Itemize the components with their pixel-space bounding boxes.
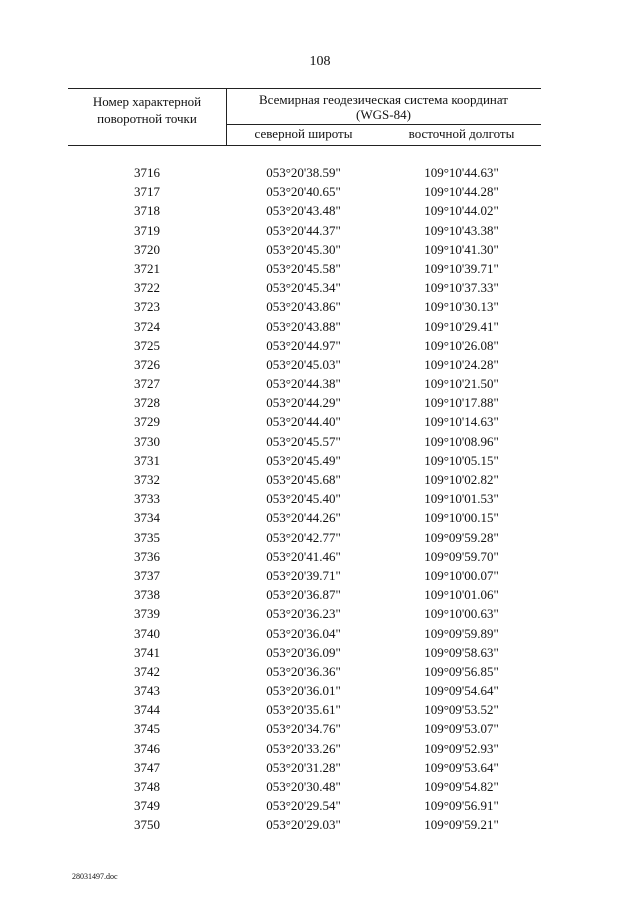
table-row — [68, 719, 541, 738]
point-number-cell: 3729 — [134, 414, 160, 430]
table-row — [68, 777, 541, 796]
latitude-cell: 053°20'45.30" — [266, 241, 341, 257]
point-number-cell: 3738 — [134, 587, 160, 603]
table-row — [68, 432, 541, 451]
point-number-cell: 3733 — [134, 491, 160, 507]
table-row — [68, 662, 541, 681]
point-number-cell: 3718 — [134, 203, 160, 219]
point-number-cell: 3743 — [134, 683, 160, 699]
longitude-cell: 109°09'53.52" — [424, 702, 499, 718]
point-number-cell: 3716 — [134, 165, 160, 180]
longitude-cell: 109°10'26.08" — [424, 337, 499, 353]
latitude-cell: 053°20'44.38" — [266, 376, 341, 392]
latitude-cell: 053°20'36.04" — [266, 625, 341, 641]
table-row — [68, 470, 541, 489]
table-row — [68, 393, 541, 412]
latitude-cell: 053°20'41.46" — [266, 548, 341, 564]
table-row — [68, 604, 541, 623]
point-number-cell: 3749 — [134, 798, 160, 814]
latitude-column-header: северной широты — [254, 126, 353, 141]
latitude-cell: 053°20'43.48" — [266, 203, 341, 219]
point-number-cell: 3745 — [134, 721, 160, 737]
latitude-cell: 053°20'36.23" — [266, 606, 341, 622]
longitude-cell: 109°10'00.15" — [424, 510, 499, 526]
table-row — [68, 374, 541, 393]
latitude-cell: 053°20'29.03" — [266, 817, 341, 833]
table-row — [68, 259, 541, 278]
table-row — [68, 700, 541, 719]
latitude-cell: 053°20'38.59" — [266, 165, 341, 180]
latitude-cell: 053°20'44.40" — [266, 414, 341, 430]
point-number-header-line1: Номер характерной — [92, 94, 202, 109]
table-row — [68, 624, 541, 643]
coordinate-system-header — [226, 92, 541, 122]
point-number-cell: 3736 — [134, 548, 160, 564]
table-row — [68, 278, 541, 297]
table-row — [68, 182, 541, 201]
longitude-cell: 109°09'59.28" — [424, 529, 499, 545]
point-number-cell: 3723 — [134, 299, 160, 315]
longitude-cell: 109°10'00.07" — [424, 567, 499, 583]
point-number-cell: 3726 — [134, 356, 160, 372]
latitude-cell: 053°20'44.37" — [266, 222, 341, 238]
point-number-cell: 3740 — [134, 625, 160, 641]
table-row — [68, 336, 541, 355]
point-number-cell: 3719 — [134, 222, 160, 238]
latitude-cell: 053°20'42.77" — [266, 529, 341, 545]
longitude-cell: 109°10'14.63" — [424, 414, 499, 430]
latitude-cell: 053°20'45.49" — [266, 452, 341, 468]
page-number: 108 — [309, 54, 331, 69]
longitude-cell: 109°10'21.50" — [424, 376, 499, 392]
point-number-cell: 3727 — [134, 376, 160, 392]
longitude-cell: 109°10'44.02" — [424, 203, 499, 219]
latitude-cell: 053°20'33.26" — [266, 740, 341, 756]
longitude-cell: 109°10'08.96" — [424, 433, 499, 449]
latitude-cell: 053°20'36.09" — [266, 644, 341, 660]
latitude-cell: 053°20'45.40" — [266, 491, 341, 507]
coordinates-table-body — [68, 163, 541, 835]
longitude-cell: 109°09'59.70" — [424, 548, 499, 564]
latitude-cell: 053°20'44.29" — [266, 395, 341, 411]
table-row — [68, 221, 541, 240]
longitude-cell: 109°10'30.13" — [424, 299, 499, 315]
latitude-cell: 053°20'30.48" — [266, 779, 341, 794]
point-number-cell: 3721 — [134, 260, 160, 276]
table-row — [68, 201, 541, 220]
longitude-cell: 109°09'58.63" — [424, 644, 499, 660]
latitude-cell: 053°20'43.88" — [266, 318, 341, 334]
point-number-cell: 3722 — [134, 280, 160, 296]
table-row — [68, 547, 541, 566]
point-number-cell: 3717 — [134, 184, 160, 200]
longitude-cell: 109°10'44.28" — [424, 184, 499, 200]
table-row — [68, 355, 541, 374]
point-number-cell: 3730 — [134, 433, 160, 449]
point-number-cell: 3731 — [134, 452, 160, 468]
table-row — [68, 451, 541, 470]
table-row — [68, 528, 541, 547]
coordinate-system-header-line1: Всемирная геодезическая система координат — [259, 92, 508, 107]
longitude-cell: 109°10'37.33" — [424, 280, 499, 296]
latitude-cell: 053°20'45.57" — [266, 433, 341, 449]
document-filename: 28031497.doc — [72, 872, 118, 881]
longitude-cell: 109°10'01.06" — [424, 587, 499, 603]
latitude-cell: 053°20'43.86" — [266, 299, 341, 315]
point-number-cell: 3748 — [134, 779, 160, 794]
table-row — [68, 508, 541, 527]
latitude-cell: 053°20'36.01" — [266, 683, 341, 699]
longitude-cell: 109°09'53.64" — [424, 759, 499, 775]
table-row — [68, 163, 541, 182]
table-row — [68, 489, 541, 508]
point-number-column-header — [68, 93, 226, 127]
longitude-cell: 109°09'54.82" — [424, 779, 499, 794]
point-number-cell: 3739 — [134, 606, 160, 622]
longitude-cell: 109°09'56.91" — [424, 798, 499, 814]
longitude-cell: 109°10'05.15" — [424, 452, 499, 468]
table-row — [68, 643, 541, 662]
point-number-cell: 3744 — [134, 702, 160, 718]
latitude-cell: 053°20'40.65" — [266, 184, 341, 200]
point-number-cell: 3724 — [134, 318, 160, 334]
longitude-cell: 109°10'00.63" — [424, 606, 499, 622]
longitude-cell: 109°10'29.41" — [424, 318, 499, 334]
point-number-cell: 3746 — [134, 740, 160, 756]
point-number-cell: 3720 — [134, 241, 160, 257]
point-number-cell: 3734 — [134, 510, 160, 526]
latitude-cell: 053°20'45.34" — [266, 280, 341, 296]
latitude-cell: 053°20'36.36" — [266, 663, 341, 679]
table-row — [68, 796, 541, 815]
table-row — [68, 317, 541, 336]
point-number-cell: 3735 — [134, 529, 160, 545]
longitude-cell: 109°09'59.21" — [424, 817, 499, 833]
point-number-cell: 3732 — [134, 472, 160, 487]
table-header — [68, 88, 541, 146]
table-row — [68, 585, 541, 604]
longitude-cell: 109°09'56.85" — [424, 663, 499, 679]
latitude-cell: 053°20'39.71" — [266, 567, 341, 583]
longitude-cell: 109°09'53.07" — [424, 721, 499, 737]
table-row — [68, 758, 541, 777]
latitude-cell: 053°20'44.26" — [266, 510, 341, 526]
latitude-cell: 053°20'34.76" — [266, 721, 341, 737]
point-number-cell: 3728 — [134, 395, 160, 411]
longitude-cell: 109°10'39.71" — [424, 260, 499, 276]
table-row — [68, 566, 541, 585]
longitude-cell: 109°09'54.64" — [424, 683, 499, 699]
point-number-cell: 3741 — [134, 644, 160, 660]
longitude-cell: 109°10'01.53" — [424, 491, 499, 507]
longitude-cell: 109°10'17.88" — [424, 395, 499, 411]
longitude-cell: 109°10'43.38" — [424, 222, 499, 238]
coordinate-system-header-line2: (WGS-84) — [356, 107, 411, 122]
point-number-cell: 3750 — [134, 817, 160, 833]
point-number-cell: 3737 — [134, 567, 160, 583]
table-row — [68, 297, 541, 316]
header-subdivider — [226, 124, 541, 125]
table-row — [68, 412, 541, 431]
longitude-cell: 109°09'59.89" — [424, 625, 499, 641]
table-row — [68, 815, 541, 834]
latitude-cell: 053°20'35.61" — [266, 702, 341, 718]
longitude-cell: 109°10'02.82" — [424, 472, 499, 487]
latitude-cell: 053°20'29.54" — [266, 798, 341, 814]
latitude-cell: 053°20'31.28" — [266, 759, 341, 775]
latitude-cell: 053°20'44.97" — [266, 337, 341, 353]
point-number-cell: 3725 — [134, 337, 160, 353]
table-row — [68, 240, 541, 259]
latitude-cell: 053°20'45.68" — [266, 472, 341, 487]
latitude-cell: 053°20'45.58" — [266, 260, 341, 276]
point-number-header-line2: поворотной точки — [97, 111, 197, 126]
longitude-cell: 109°10'24.28" — [424, 356, 499, 372]
table-row — [68, 739, 541, 758]
point-number-cell: 3747 — [134, 759, 160, 775]
point-number-cell: 3742 — [134, 663, 160, 679]
longitude-column-header: восточной долготы — [408, 126, 515, 141]
longitude-cell: 109°10'44.63" — [424, 165, 499, 180]
table-row — [68, 681, 541, 700]
longitude-cell: 109°10'41.30" — [424, 241, 499, 257]
latitude-cell: 053°20'45.03" — [266, 356, 341, 372]
latitude-cell: 053°20'36.87" — [266, 587, 341, 603]
longitude-cell: 109°09'52.93" — [424, 740, 499, 756]
